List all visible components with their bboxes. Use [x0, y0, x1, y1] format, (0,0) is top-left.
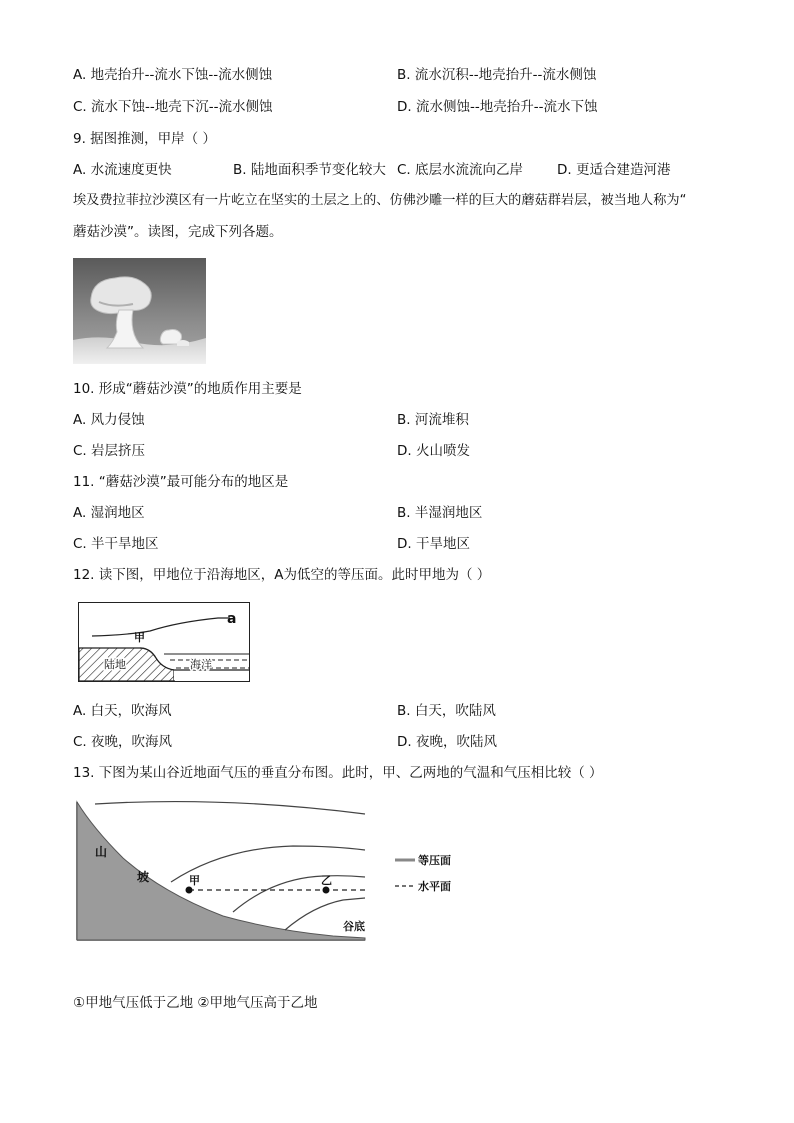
label-land: 陆地 — [104, 658, 126, 671]
q12-option-d: D. 夜晚，吹陆风 — [397, 734, 497, 750]
point-jia — [186, 887, 193, 894]
q11-option-d: D. 干旱地区 — [397, 536, 470, 552]
valley-pressure-diagram — [73, 798, 463, 943]
isobar-2 — [171, 846, 365, 882]
q9-stem: 9. 据图推测，甲岸（ ） — [73, 131, 216, 147]
q11-option-b: B. 半湿润地区 — [397, 505, 483, 521]
legend-isobar-label: 等压面 — [418, 854, 451, 867]
intro-line-1: 埃及费拉菲拉沙漠区有一片屹立在坚实的土层之上的、仿佛沙雕一样的巨大的蘑菇群岩层，被当地人称为“ — [73, 193, 687, 208]
q11-stem: 11. “蘑菇沙漠”最可能分布的地区是 — [73, 474, 289, 490]
coastal-isobar-diagram — [78, 602, 250, 682]
mountain-slope — [77, 802, 365, 940]
q12-stem: 12. 读下图，甲地位于沿海地区，A为低空的等压面。此时甲地为（ ） — [73, 567, 491, 583]
q8-option-d: D. 流水侧蚀--地壳抬升--流水下蚀 — [397, 99, 598, 115]
q10-option-a: A. 风力侵蚀 — [73, 412, 145, 428]
label-yi: 乙 — [321, 874, 332, 887]
q10-option-d: D. 火山喷发 — [397, 443, 470, 459]
label-jia: 甲 — [134, 631, 145, 644]
legend-level-label: 水平面 — [418, 880, 451, 893]
q10-option-b: B. 河流堆积 — [397, 412, 469, 428]
label-po: 坡 — [137, 870, 150, 884]
label-shan: 山 — [95, 845, 108, 859]
q11-option-a: A. 湿润地区 — [73, 505, 145, 521]
q12-option-a: A. 白天，吹海风 — [73, 703, 172, 719]
q8-option-c: C. 流水下蚀--地壳下沉--流水侧蚀 — [73, 99, 273, 115]
label-valley: 谷底 — [343, 920, 365, 933]
q9-option-a: A. 水流速度更快 — [73, 162, 172, 178]
isobar-3 — [233, 876, 365, 912]
q13-statements: ①甲地气压低于乙地 ②甲地气压高于乙地 — [73, 995, 318, 1011]
q9-option-b: B. 陆地面积季节变化较大 — [233, 162, 386, 178]
q10-option-c: C. 岩层挤压 — [73, 443, 146, 459]
q9-option-d: D. 更适合建造河港 — [557, 162, 671, 178]
point-yi — [323, 887, 330, 894]
label-jia: 甲 — [189, 874, 200, 887]
q10-stem: 10. 形成“蘑菇沙漠”的地质作用主要是 — [73, 381, 302, 397]
intro-line-2: 蘑菇沙漠”。读图，完成下列各题。 — [73, 224, 283, 240]
label-sea: 海洋 — [190, 658, 212, 671]
q12-option-b: B. 白天，吹陆风 — [397, 703, 496, 719]
q8-option-a: A. 地壳抬升--流水下蚀--流水侧蚀 — [73, 67, 273, 83]
q8-option-b: B. 流水沉积--地壳抬升--流水侧蚀 — [397, 67, 597, 83]
q13-stem: 13. 下图为某山谷近地面气压的垂直分布图。此时，甲、乙两地的气温和气压相比较（ ） — [73, 765, 603, 781]
q12-option-c: C. 夜晚，吹海风 — [73, 734, 173, 750]
mushroom-rock-photo — [73, 258, 206, 364]
label-a: a — [227, 611, 237, 627]
q11-option-c: C. 半干旱地区 — [73, 536, 159, 552]
q9-option-c: C. 底层水流流向乙岸 — [397, 162, 524, 178]
isobar-1 — [95, 802, 365, 814]
